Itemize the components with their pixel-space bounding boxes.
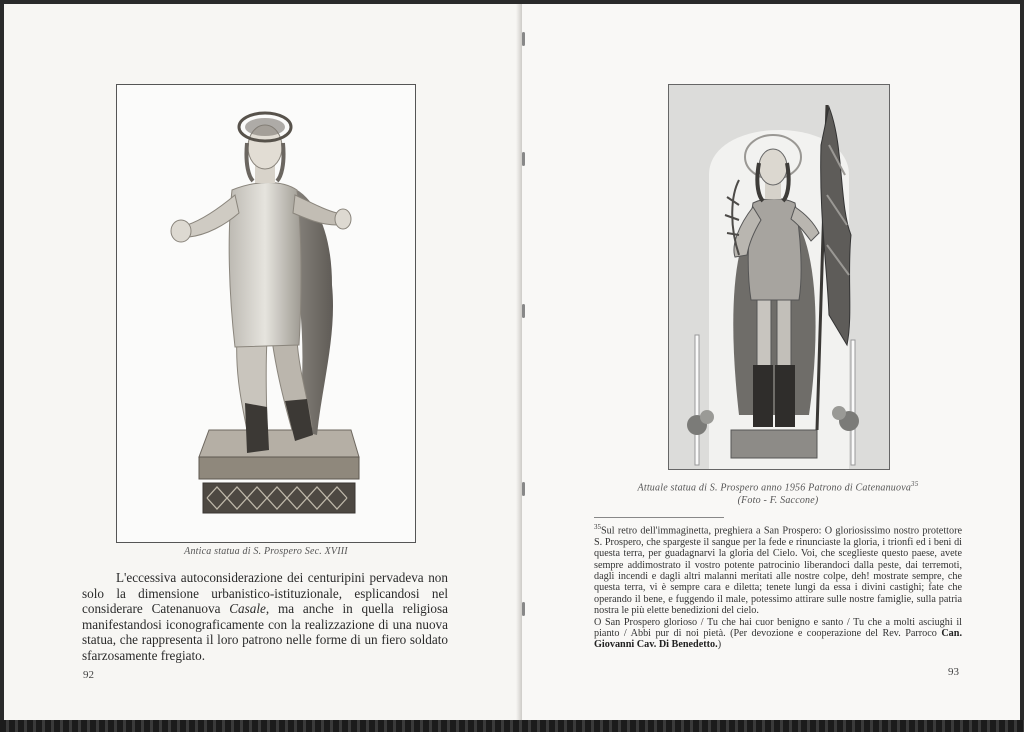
- page-number-right: 93: [948, 666, 959, 678]
- page-edge-mark: [522, 32, 525, 46]
- right-caption-line2: (Foto - F. Saccone): [737, 494, 819, 506]
- paragraph-text: L'eccessiva autoconsiderazione dei centuripini pervadeva non solo la dimensione urbanistico-istituzionale, esplicandosi nel considerare Catenanuova: [82, 570, 448, 616]
- footnote-paragraph-2: O San Prospero glorioso / Tu che hai cuor benigno e santo / Tu che a molti asciughi il pianto / Abbi pur di noi pietà. (Per devozione e cooperazione del Rev. Parroco: [594, 616, 962, 640]
- scanner-bottom-strip: [0, 720, 1024, 732]
- right-caption-line1: Attuale statua di S. Prospero anno 1956 Patrono di Catenanuova: [637, 482, 912, 494]
- footnote-divider: [594, 517, 724, 518]
- footnote-paragraph-1: Sul retro dell'immaginetta, preghiera a San Prospero: O gloriosissimo nostro protettore S. Prospero, che spargeste il sangue per la fede e rinunciaste la gloria, i trionfi ed i beni di questa terra, per guadagnarvi la gloria del Cielo. Voi, che sceglieste questo paese, avete sempre addimostrato il vostro potente patrocinio liberandoci dalla peste, dai terremoti, dagli incendi e dagli altri malanni meritati alle nostre colpe, deh! mostrate sempre, che questa terra, vi è sempre cara e diletta; tenete lungi da essa i divini castighi; fate che operando il bene, e fuggendo il male, potessimo attirare sulle nostre famiglie, sulla patria nostra le più elette benedizioni del cielo.: [594, 525, 962, 617]
- right-photo-caption: [618, 478, 938, 507]
- page-number-left: 92: [83, 669, 94, 681]
- footnote-paragraph-2-end: ): [717, 639, 722, 651]
- page-edge-mark: [522, 304, 525, 318]
- antique-statue-photo: [116, 84, 416, 543]
- right-page: [522, 4, 1020, 720]
- left-photo-caption: Antica statua di S. Prospero Sec. XVIII: [184, 546, 348, 557]
- paragraph-text-end: , ma anche in quella religiosa manifestandosi iconograficamente con la realizzazione di una nuova statua, che rappresenta il loro patrono nelle forme di un fiero soldato sfarzosamente fregiato.: [82, 601, 448, 663]
- footnote-number: 35: [594, 523, 601, 531]
- page-edge-mark: [522, 482, 525, 496]
- paragraph-italic: Casale: [229, 601, 266, 616]
- footnote-bold-name: Can. Giovanni Cav. Di Benedetto.: [594, 628, 962, 651]
- left-page: [4, 4, 520, 720]
- page-edge-mark: [522, 602, 525, 616]
- current-statue-illustration: [669, 85, 889, 469]
- caption-footnote-ref: 35: [911, 480, 919, 488]
- antique-statue-illustration: [117, 85, 415, 542]
- footnote: [594, 522, 962, 651]
- current-statue-photo: [668, 84, 890, 470]
- page-edge-mark: [522, 152, 525, 166]
- left-body-paragraph: [82, 570, 448, 663]
